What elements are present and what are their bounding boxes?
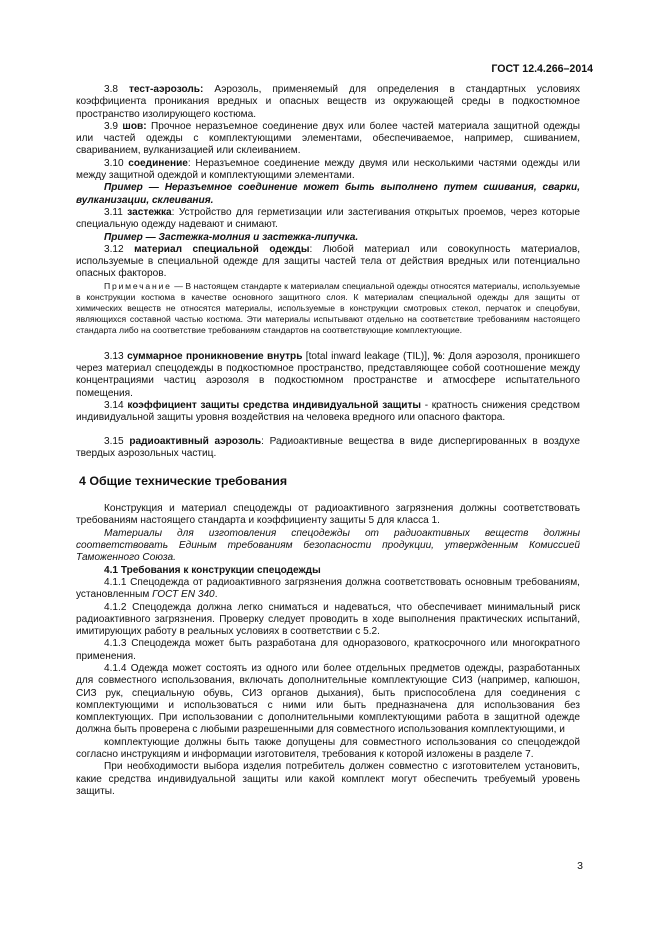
term: соединение xyxy=(128,157,188,169)
note-label: Примечание xyxy=(104,280,172,291)
clause-4-1-1 xyxy=(76,577,580,602)
section-4-paragraph: Конструкция и материал спецодежды от радиоактивного загрязнения должны соответствовать требованиям настоящего стандарта и коэффициенту защиты 5 для класса 1. xyxy=(76,503,580,527)
example-3-11 xyxy=(76,232,580,244)
clause-number: 3.11 xyxy=(104,206,123,218)
term-english: [total inward leakage (TIL)], xyxy=(302,350,434,362)
term: шов: xyxy=(122,120,147,132)
clause-number: 3.8 xyxy=(104,84,119,95)
section-4-heading: 4 Общие технические требования xyxy=(79,474,288,489)
note-3-12 xyxy=(76,281,580,336)
term: коэффициент защиты средства индивидуальной защиты xyxy=(127,399,422,411)
document-header: ГОСТ 12.4.266–2014 xyxy=(491,63,593,75)
definition-3-11 xyxy=(76,207,580,232)
clause-end: . xyxy=(214,589,218,601)
definition-text: - кратность снижения средством индивидуальной защиты уровня воздействия на человека вредного или опасного фактора. xyxy=(76,399,580,424)
definition-3-8 xyxy=(76,84,580,121)
clause-4-1-4-continued: комплектующие должны быть также допущены для совместного использования со спецодеждой согласно инструкциям и информации изготовителя, требования к которой изложены в разделе 7. xyxy=(76,736,580,761)
clause-number: 3.10 xyxy=(104,157,124,169)
clause-number: 3.15 xyxy=(104,435,124,447)
clause-4-1-4: 4.1.4 Одежда может состоять из одного или более отдельных предметов одежды, разработанных для совместного использования, включать дополнительные комплектующие СИЗ (например, капюшон, СИЗ рук, специальную обувь, СИЗ органов дыхания), быть приспособлена для соединения с комплектующими и использоваться с ними или быть предназначена для использования без комплектующих. При использовании с дополнительными комплектующими работа в защитной одежде должна быть проверена с любыми разрешенными для совместного использования комплектующими, и xyxy=(76,662,580,736)
term: радиоактивный аэрозоль xyxy=(129,435,262,447)
definition-text: : Неразъемное соединение между двумя или несколькими частями одежды или между защитной одеждой и комплектующими элементами. xyxy=(76,157,580,182)
clause-number: 3.13 xyxy=(104,350,124,362)
clause-4-1-3: 4.1.3 Спецодежда может быть разработана для одноразового, краткосрочного или многократного применения. xyxy=(76,638,580,662)
subsection-4-1-heading xyxy=(76,565,580,577)
term: суммарное проникновение внутрь xyxy=(127,350,303,362)
definition-3-10 xyxy=(76,158,580,183)
example-text: Пример — Застежка-молния и застежка-липучка. xyxy=(104,231,359,243)
clause-text: 4.1.1 Спецодежда от радиоактивного загрязнения должна соответствовать основным требованиям, установленным xyxy=(76,576,580,601)
definition-3-9 xyxy=(76,121,580,158)
clause-number: 3.12 xyxy=(104,243,124,255)
clause-number: 3.9 xyxy=(104,120,119,132)
section-4-note xyxy=(76,528,580,565)
clause-number: 3.14 xyxy=(104,399,124,411)
clause-4-1-4-selection: При необходимости выбора изделия потребитель должен совместно с изготовителем установить, какие средства индивидуальной защиты или какой комплект могут обеспечить требуемый уровень защиты. xyxy=(76,761,580,797)
definition-3-14 xyxy=(76,400,580,425)
definition-text: : Любой материал или совокупность материалов, используемые в специальной одежде для защиты частей тела от действия вредных или потенциально опасных факторов. xyxy=(76,243,580,280)
definition-text: Аэрозоль, применяемый для определения в стандартных условиях коэффициента проникания вредных и опасных веществ из окружающей среды в подкостюмное пространство изолирующего костюма. xyxy=(76,84,581,120)
definition-text: : Доля аэрозоля, проникшего через материал спецодежды в подкостюмное пространство, представляющее собой соотношение между концентрациями частиц аэрозоля в подкостюмном пространстве и атмосфере испытательного помещения. xyxy=(76,350,580,399)
italic-text: Материалы для изготовления спецодежды от радиоактивных веществ должны соответствовать Единым требованиям безопасности продукции, утвержденным Комиссией Таможенного Союза. xyxy=(76,527,580,564)
definition-text: : Устройство для герметизации или застегивания открытых проемов, через которые специальную одежду надевают и снимают. xyxy=(76,206,580,231)
term: материал специальной одежды xyxy=(134,243,310,255)
example-3-10 xyxy=(76,182,580,207)
definition-text: : Радиоактивные вещества в виде диспергированных в воздухе твердых аэрозольных частиц. xyxy=(76,435,580,459)
standard-reference: ГОСТ EN 340 xyxy=(152,589,215,601)
term: тест-аэрозоль: xyxy=(128,84,204,95)
definition-3-12 xyxy=(76,244,580,281)
note-text: — В настоящем стандарте к материалам специальной одежды относятся материалы, используемые в конструкции костюма в качестве основного защитного слоя. К материалам специальной одежды для защиты от химических веществ не относятся материалы, используемые в конструкции смотровых стекол, перчаток и спецобуви, являющихся составной частью костюма. Эти материалы испытывают отдельно на соответствие требованиям настоящего стандарта либо на соответствие требованиям стандартов на соответствующие комплектующие. xyxy=(76,280,580,335)
term-unit: % xyxy=(433,350,443,362)
subsection-title: 4.1 Требования к конструкции спецодежды xyxy=(104,564,321,576)
example-text: Пример — Неразъемное соединение может быть выполнено путем сшивания, сварки, вулканизации, склеивания. xyxy=(76,182,580,206)
term: застежка xyxy=(127,206,172,218)
document-body xyxy=(76,84,580,798)
definition-3-15 xyxy=(76,436,580,461)
definition-3-13 xyxy=(76,351,580,400)
definition-text: Прочное неразъемное соединение двух или более частей материала защитной одежды или частей одежды с комплектующими элементами, обеспечиваемое, например, сшиванием, свариванием, вулканизацией или склеиванием. xyxy=(76,120,580,157)
page-number: 3 xyxy=(577,860,583,872)
clause-4-1-2: 4.1.2 Спецодежда должна легко сниматься и надеваться, что обеспечивает минимальный риск радиоактивного загрязнения. Проверку следует проводить в ходе выполнения практических испытаний, имитирующих работу в реальных условиях в соответствии с 5.2. xyxy=(76,601,580,638)
